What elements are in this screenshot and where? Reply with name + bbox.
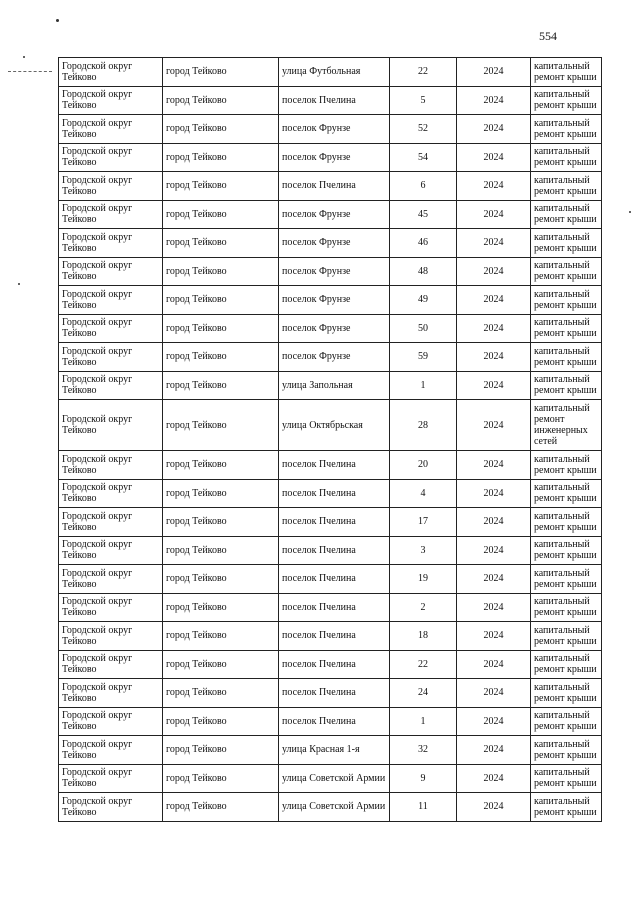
work-type-cell: капитальный ремонт крыши [531,622,602,651]
house-number-cell: 49 [390,286,457,315]
year-cell: 2024 [457,400,531,451]
table-body [59,58,602,822]
district-cell: Городской округ Тейково [59,86,163,115]
city-cell: город Тейково [163,622,279,651]
street-cell: поселок Пчелина [279,593,390,622]
year-cell: 2024 [457,371,531,400]
city-cell: город Тейково [163,764,279,793]
city-cell: город Тейково [163,536,279,565]
district-cell: Городской округ Тейково [59,314,163,343]
work-type-cell: капитальный ремонт крыши [531,172,602,201]
house-number-cell: 59 [390,343,457,372]
year-cell: 2024 [457,764,531,793]
house-number-cell: 32 [390,736,457,765]
table-row [59,707,602,736]
house-number-cell: 20 [390,451,457,480]
table-row [59,479,602,508]
year-cell: 2024 [457,229,531,258]
year-cell: 2024 [457,536,531,565]
district-cell: Городской округ Тейково [59,479,163,508]
city-cell: город Тейково [163,736,279,765]
house-number-cell: 19 [390,565,457,594]
work-type-cell: капитальный ремонт крыши [531,479,602,508]
table-row [59,343,602,372]
district-cell: Городской округ Тейково [59,793,163,822]
work-type-cell: капитальный ремонт крыши [531,257,602,286]
work-type-cell: капитальный ремонт инженерных сетей [531,400,602,451]
street-cell: поселок Фрунзе [279,200,390,229]
year-cell: 2024 [457,172,531,201]
district-cell: Городской округ Тейково [59,172,163,201]
district-cell: Городской округ Тейково [59,565,163,594]
table-row [59,593,602,622]
district-cell: Городской округ Тейково [59,593,163,622]
table-row [59,115,602,144]
house-number-cell: 52 [390,115,457,144]
page-number: 554 [539,29,557,43]
street-cell: поселок Фрунзе [279,115,390,144]
city-cell: город Тейково [163,172,279,201]
street-cell: поселок Пчелина [279,479,390,508]
year-cell: 2024 [457,143,531,172]
work-type-cell: капитальный ремонт крыши [531,736,602,765]
table-row [59,451,602,480]
district-cell: Городской округ Тейково [59,343,163,372]
district-cell: Городской округ Тейково [59,286,163,315]
city-cell: город Тейково [163,508,279,537]
work-type-cell: капитальный ремонт крыши [531,793,602,822]
street-cell: поселок Фрунзе [279,314,390,343]
district-cell: Городской округ Тейково [59,229,163,258]
city-cell: город Тейково [163,58,279,87]
city-cell: город Тейково [163,143,279,172]
work-type-cell: капитальный ремонт крыши [531,200,602,229]
district-cell: Городской округ Тейково [59,257,163,286]
year-cell: 2024 [457,314,531,343]
house-number-cell: 45 [390,200,457,229]
year-cell: 2024 [457,286,531,315]
district-cell: Городской округ Тейково [59,622,163,651]
street-cell: поселок Фрунзе [279,343,390,372]
table-row [59,286,602,315]
work-type-cell: капитальный ремонт крыши [531,593,602,622]
house-number-cell: 6 [390,172,457,201]
street-cell: поселок Пчелина [279,451,390,480]
table-row [59,86,602,115]
work-type-cell: капитальный ремонт крыши [531,371,602,400]
street-cell: улица Красная 1-я [279,736,390,765]
city-cell: город Тейково [163,229,279,258]
street-cell: поселок Пчелина [279,622,390,651]
house-number-cell: 5 [390,86,457,115]
city-cell: город Тейково [163,286,279,315]
city-cell: город Тейково [163,314,279,343]
house-number-cell: 3 [390,536,457,565]
scan-speck [629,211,631,213]
city-cell: город Тейково [163,650,279,679]
work-type-cell: капитальный ремонт крыши [531,536,602,565]
scan-margin-dash [8,71,52,72]
table-row [59,536,602,565]
city-cell: город Тейково [163,257,279,286]
scan-speck [56,19,59,22]
street-cell: улица Советской Армии [279,764,390,793]
city-cell: город Тейково [163,200,279,229]
district-cell: Городской округ Тейково [59,508,163,537]
work-type-cell: капитальный ремонт крыши [531,229,602,258]
house-number-cell: 4 [390,479,457,508]
street-cell: поселок Фрунзе [279,229,390,258]
city-cell: город Тейково [163,707,279,736]
district-cell: Городской округ Тейково [59,115,163,144]
work-type-cell: капитальный ремонт крыши [531,286,602,315]
house-number-cell: 1 [390,707,457,736]
house-number-cell: 46 [390,229,457,258]
table-row [59,143,602,172]
repair-schedule-table [58,57,602,822]
year-cell: 2024 [457,200,531,229]
year-cell: 2024 [457,115,531,144]
district-cell: Городской округ Тейково [59,451,163,480]
year-cell: 2024 [457,793,531,822]
district-cell: Городской округ Тейково [59,536,163,565]
city-cell: город Тейково [163,115,279,144]
street-cell: улица Запольная [279,371,390,400]
city-cell: город Тейково [163,400,279,451]
table-row [59,229,602,258]
year-cell: 2024 [457,679,531,708]
scan-speck [23,56,25,58]
work-type-cell: капитальный ремонт крыши [531,764,602,793]
work-type-cell: капитальный ремонт крыши [531,650,602,679]
city-cell: город Тейково [163,451,279,480]
table-row [59,508,602,537]
street-cell: улица Футбольная [279,58,390,87]
district-cell: Городской округ Тейково [59,400,163,451]
year-cell: 2024 [457,451,531,480]
city-cell: город Тейково [163,565,279,594]
work-type-cell: капитальный ремонт крыши [531,707,602,736]
year-cell: 2024 [457,86,531,115]
street-cell: поселок Пчелина [279,565,390,594]
house-number-cell: 17 [390,508,457,537]
table-row [59,622,602,651]
street-cell: поселок Фрунзе [279,257,390,286]
work-type-cell: капитальный ремонт крыши [531,115,602,144]
year-cell: 2024 [457,593,531,622]
house-number-cell: 2 [390,593,457,622]
district-cell: Городской округ Тейково [59,679,163,708]
house-number-cell: 22 [390,650,457,679]
work-type-cell: капитальный ремонт крыши [531,143,602,172]
house-number-cell: 9 [390,764,457,793]
street-cell: поселок Пчелина [279,679,390,708]
city-cell: город Тейково [163,793,279,822]
city-cell: город Тейково [163,371,279,400]
city-cell: город Тейково [163,343,279,372]
house-number-cell: 28 [390,400,457,451]
table-row [59,200,602,229]
street-cell: поселок Пчелина [279,536,390,565]
house-number-cell: 18 [390,622,457,651]
district-cell: Городской округ Тейково [59,736,163,765]
street-cell: поселок Пчелина [279,86,390,115]
district-cell: Городской округ Тейково [59,650,163,679]
table-row [59,172,602,201]
street-cell: поселок Пчелина [279,508,390,537]
table-row [59,650,602,679]
year-cell: 2024 [457,650,531,679]
street-cell: поселок Пчелина [279,650,390,679]
house-number-cell: 22 [390,58,457,87]
year-cell: 2024 [457,343,531,372]
district-cell: Городской округ Тейково [59,58,163,87]
year-cell: 2024 [457,508,531,537]
year-cell: 2024 [457,707,531,736]
table-row [59,257,602,286]
table-row [59,764,602,793]
year-cell: 2024 [457,622,531,651]
street-cell: улица Октябрьская [279,400,390,451]
work-type-cell: капитальный ремонт крыши [531,343,602,372]
city-cell: город Тейково [163,479,279,508]
table-row [59,793,602,822]
year-cell: 2024 [457,58,531,87]
city-cell: город Тейково [163,86,279,115]
street-cell: поселок Фрунзе [279,143,390,172]
house-number-cell: 1 [390,371,457,400]
scan-speck [18,283,20,285]
district-cell: Городской округ Тейково [59,371,163,400]
district-cell: Городской округ Тейково [59,764,163,793]
year-cell: 2024 [457,257,531,286]
work-type-cell: капитальный ремонт крыши [531,86,602,115]
district-cell: Городской округ Тейково [59,707,163,736]
table-row [59,565,602,594]
year-cell: 2024 [457,736,531,765]
house-number-cell: 24 [390,679,457,708]
work-type-cell: капитальный ремонт крыши [531,508,602,537]
year-cell: 2024 [457,565,531,594]
district-cell: Городской округ Тейково [59,200,163,229]
house-number-cell: 48 [390,257,457,286]
street-cell: поселок Пчелина [279,707,390,736]
work-type-cell: капитальный ремонт крыши [531,451,602,480]
work-type-cell: капитальный ремонт крыши [531,679,602,708]
year-cell: 2024 [457,479,531,508]
street-cell: поселок Фрунзе [279,286,390,315]
house-number-cell: 11 [390,793,457,822]
city-cell: город Тейково [163,593,279,622]
table-row [59,679,602,708]
table-row [59,736,602,765]
city-cell: город Тейково [163,679,279,708]
street-cell: поселок Пчелина [279,172,390,201]
table-row [59,371,602,400]
work-type-cell: капитальный ремонт крыши [531,58,602,87]
table-row [59,58,602,87]
house-number-cell: 50 [390,314,457,343]
district-cell: Городской округ Тейково [59,143,163,172]
table-row [59,400,602,451]
work-type-cell: капитальный ремонт крыши [531,314,602,343]
house-number-cell: 54 [390,143,457,172]
street-cell: улица Советской Армии [279,793,390,822]
table-row [59,314,602,343]
work-type-cell: капитальный ремонт крыши [531,565,602,594]
